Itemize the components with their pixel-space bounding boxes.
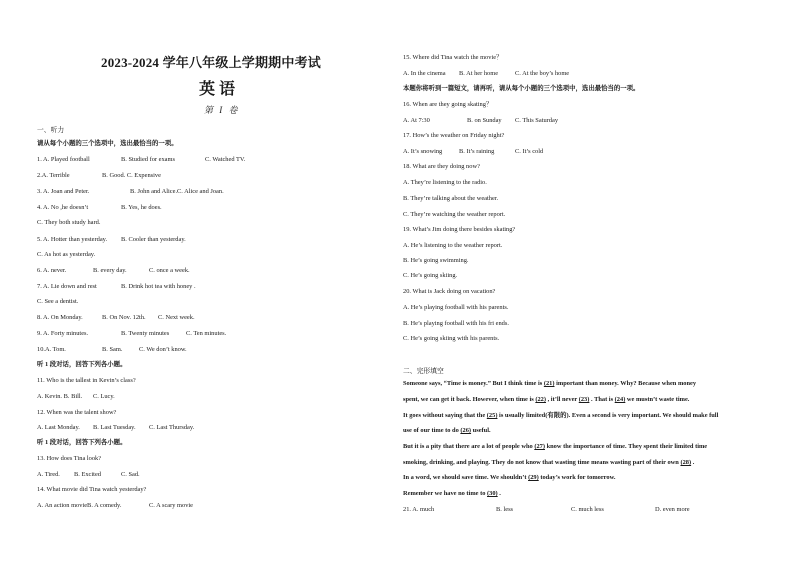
q4-option-c: C. They both study hard. (37, 219, 101, 226)
instruction-1: 请从每个小题的三个选项中，选出最恰当的一项。 (37, 140, 178, 147)
q18-option-b: B. They’re talking about the weather. (403, 195, 499, 202)
q5-option-a: 5. A. Hotter than yesterday. (37, 236, 108, 243)
section-listening: 一、听力 (37, 127, 65, 134)
cloze-line-3: It goes without saying that the (25) is usually limited(有限的). Even a second is very important. We should make full (403, 412, 719, 419)
q12-option-c: C. Last Thursday. (149, 424, 195, 431)
volume-label: 第 I 卷 (204, 105, 240, 115)
q12-option-b: B. Last Tuesday. (93, 424, 136, 431)
q1-option-c: C. Watched TV. (205, 156, 246, 163)
q9-option-a: 9. A. Forty minutes. (37, 330, 89, 337)
q20-option-b: B. He’s playing football with his fri ends. (403, 320, 509, 327)
q19-option-b: B. He’s going swimming. (403, 257, 469, 264)
q16-option-c: C. This Saturday (515, 117, 559, 124)
q5-option-c: C. As hot as yesterday. (37, 251, 96, 258)
q3-option-b: B. John and Alice. (130, 188, 178, 195)
blank-27: (27) (534, 443, 545, 450)
q10-option-b: B. Sam. (102, 346, 123, 353)
q6-option-c: C. once a week. (149, 267, 190, 274)
q2-option-bc: B. Good. C. Expensive (102, 172, 161, 179)
exam-title: 2023-2024 学年八年级上学期期中考试 (101, 55, 321, 70)
q8-option-c: C. Next week. (158, 314, 195, 321)
q1-option-a: 1. A. Played football (37, 156, 90, 163)
blank-21: (21) (543, 380, 555, 387)
blank-29: (29) (528, 474, 539, 481)
q15-option-b: B. At her home (459, 70, 499, 77)
q9-option-c: C. Ten minutes. (186, 330, 227, 337)
q20-option-a: A. He’s playing football with his parents. (403, 304, 509, 311)
cloze-line-6: smoking, drinking, and playing. They do not know that wasting time means wasting part of their own (28) . (403, 459, 695, 466)
q5-option-b: B. Cooler than yesterday. (121, 236, 186, 243)
blank-28: (28) (680, 459, 692, 466)
q3-option-c: C. Alice and Joan. (177, 188, 224, 195)
q11-option-ab: A. Kevin. B. Bill. (37, 393, 83, 400)
instruction-3: 听 1 段对话，回答下列各小题。 (37, 439, 127, 446)
q15-option-c: C. At the boy’s home (515, 70, 570, 77)
blank-24: (24) (614, 396, 626, 403)
q7-option-b: B. Drink hot tea with honey . (121, 283, 196, 290)
q12-option-a: A. Last Monday. (37, 424, 80, 431)
q4-option-b: B. Yes, he does. (121, 204, 162, 211)
q11-stem: 11. Who is the tallest in Kevin’s class? (37, 377, 136, 384)
blank-30: (30) (487, 490, 498, 497)
q6-option-a: 6. A. never. (37, 267, 67, 274)
q21-option-d: D. even more (655, 506, 690, 513)
cloze-line-2: spent, we can get it back. However, when time is (22) , it’ll never (23) . That is (24) we mustn’t waste time. (403, 396, 690, 403)
q7-option-a: 7. A. Lie down and rest (37, 283, 97, 290)
q18-option-a: A. They’re listening to the radio. (403, 179, 487, 186)
q16-option-b: B. on Sunday (467, 117, 502, 124)
q10-option-c: C. We don’t know. (139, 346, 187, 353)
q9-option-b: B. Twenty minutes (121, 330, 170, 337)
cloze-line-4: use of our time to do (26) useful. (403, 427, 491, 434)
q18-option-c: C. They’re watching the weather report. (403, 211, 506, 218)
q17-stem: 17. How’s the weather on Friday night? (403, 132, 505, 139)
blank-25: (25) (486, 412, 498, 419)
q15-stem: 15. Where did Tina watch the movie？ (403, 54, 503, 61)
q19-option-c: C. He’s going skiing. (403, 272, 458, 279)
q10-option-a: 10.A. Tom. (37, 346, 66, 353)
q20-option-c: C. He’s going skiing with his parents. (403, 335, 500, 342)
q17-option-a: A. It’s snowing (403, 148, 443, 155)
q14-option-ab: A. An action movieB. A comedy. (37, 502, 122, 509)
q17-option-b: B. It’s raining (459, 148, 495, 155)
cloze-line-8: Remember we have no time to (30) . (403, 490, 501, 497)
q19-option-a: A. He’s listening to the weather report. (403, 242, 503, 249)
instruction-4: 本题你将听到一篇短文，请再听，请从每个小题的三个选项中，选出最恰当的一项。 (403, 85, 640, 92)
q14-option-c: C. A scary movie (149, 502, 194, 509)
q14-stem: 14. What movie did Tina watch yesterday? (37, 486, 147, 493)
blank-26: (26) (460, 427, 472, 434)
q13-option-b: B. Excited (74, 471, 101, 478)
q7-option-c: C. See a dentist. (37, 298, 79, 305)
section-cloze: 二、完形填空 (403, 368, 444, 375)
q21-option-a: 21. A. much (403, 506, 435, 513)
q4-option-a: 4. A. No ,he doesn’t (37, 204, 89, 211)
blank-22: (22) (535, 396, 547, 403)
cloze-line-7: In a word, we should save time. We shouldn’t (29) today’s work for tomorrow. (403, 474, 616, 481)
q16-option-a: A. At 7:30 (403, 117, 430, 124)
q21-option-b: B. less (496, 506, 514, 513)
q13-option-c: C. Sad. (121, 471, 140, 478)
q12-stem: 12. When was the talent show? (37, 409, 117, 416)
q16-stem: 16. When are they going skating？ (403, 101, 493, 108)
cloze-line-5: But it is a pity that there are a lot of people who (27) know the importance of time. They spent their limited time (403, 443, 708, 450)
q2-option-a: 2.A. Terrible (37, 172, 70, 179)
q3-option-a: 3. A. Joan and Peter. (37, 188, 90, 195)
q6-option-b: B. every day. (93, 267, 127, 274)
q8-option-a: 8. A. On Monday. (37, 314, 83, 321)
instruction-2: 听 1 段对话，回答下列各小题。 (37, 361, 127, 368)
q20-stem: 20. What is Jack doing on vacation? (403, 288, 496, 295)
q18-stem: 18. What are they doing now? (403, 163, 480, 170)
blank-23: (23) (578, 396, 590, 403)
q13-option-a: A. Tired. (37, 471, 60, 478)
q11-option-c: C. Lucy. (93, 393, 115, 400)
q1-option-b: B. Studied for exams (121, 156, 175, 163)
q15-option-a: A. In the cinema (403, 70, 446, 77)
subject-title: 英语 (199, 81, 240, 98)
q13-stem: 13. How does Tina look? (37, 455, 102, 462)
cloze-line-1: Someone says, “Time is money.” But I think time is (21) important than money. Why? Because when money (403, 380, 697, 387)
q19-stem: 19. What’s Jim doing there besides skating? (403, 226, 516, 233)
q21-option-c: C. much less (571, 506, 604, 513)
q17-option-c: C. It’s cold (515, 148, 544, 155)
q8-option-b: B. On Nov. 12th. (102, 314, 146, 321)
